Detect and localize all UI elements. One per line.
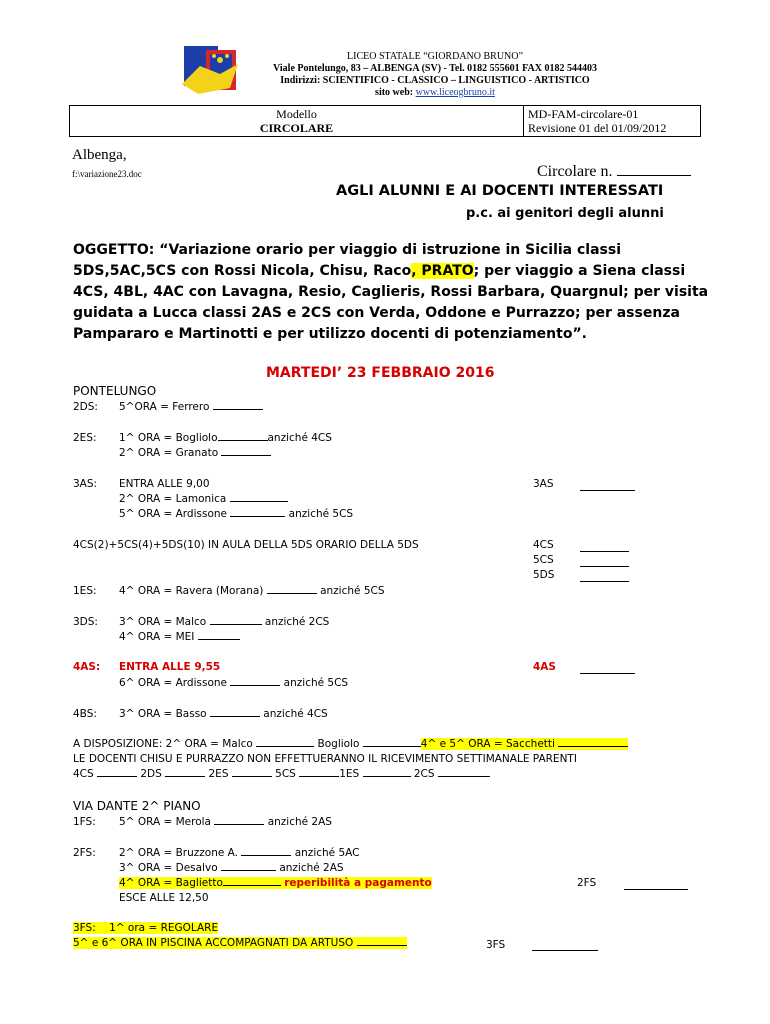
schedule-line [119,585,385,597]
sign-class: 2DS [140,768,162,780]
classes-sign-line [73,768,490,780]
schedule-line [119,493,288,505]
blank-line [198,639,240,640]
class-label: 3FS: [73,922,96,934]
signature-blank [580,490,635,491]
schedule-note: anziché 2AS [267,816,332,828]
blank-line [165,776,205,777]
subject-line: 4CS, 4BL, 4AC con Lavagna, Resio, Caglieris, Rossi Barbara, Quargnul; per visita [73,284,709,300]
schedule-line [119,708,328,720]
teachers-note: LE DOCENTI CHISU E PURRAZZO NON EFFETTUERANNO IL RICEVIMENTO SETTIMANALE PARENTI [73,753,577,765]
school-indirizzi: Indirizzi: SCIENTIFICO - CLASSICO – LINGUISTICO - ARTISTICO [280,75,590,86]
schedule-line [119,447,271,459]
schedule-text: 4^ ORA = MEI [119,631,195,643]
subject-line: Pampararo e Martinotti e per utilizzo docenti di potenziamento”. [73,326,587,342]
sign-class: 5CS [275,768,296,780]
circular-number-blank [617,175,691,176]
circolare-label: CIRCOLARE [259,121,334,135]
signature-blank [580,551,629,552]
schedule-text: 6^ ORA = Ardissone [119,677,227,689]
subject-text: ; per viaggio a Siena classi [473,263,686,279]
revision-label: Revisione 01 del 01/09/2012 [528,121,667,135]
subject-line: guidata a Lucca classi 2AS e 2CS con Verda, Oddone e Purrazzo; per assenza [73,305,680,321]
schedule-note: anziché 2AS [279,862,344,874]
blank-line [97,776,137,777]
model-cell [70,106,524,137]
blank-line [213,409,263,410]
code-cell [524,106,701,137]
schedule-note: anziché 5AC [294,847,360,859]
blank-line [230,501,288,502]
subject-block [73,240,708,345]
class-label: 2FS: [73,847,96,859]
schedule-text: 1^ ora = REGOLARE [109,922,219,934]
blank-line [221,870,276,871]
document-meta-table [69,105,701,137]
blank-line [363,776,411,777]
schedule-text: 4^ ORA = Ravera (Morana) [119,585,264,597]
blank-line [299,776,339,777]
availability-text: A DISPOSIZIONE: 2^ ORA = Malco [73,738,253,750]
class-label-highlight: 4AS: [73,661,101,673]
signature-blank [580,581,629,582]
blank-line [438,776,490,777]
schedule-note-highlight: reperibilità a pagamento [284,877,432,889]
model-label: Modello [276,107,317,121]
schedule-line-highlight [73,922,218,934]
schedule-note: anziché 4CS [267,432,332,444]
schedule-text: 3^ ORA = Malco [119,616,207,628]
schedule-line: ESCE ALLE 12,50 [119,892,209,904]
website-label: sito web: [375,87,414,98]
schedule-line [119,847,359,859]
school-name: LICEO STATALE “GIORDANO BRUNO” [347,51,523,62]
schedule-line [119,401,263,413]
class-label: 1ES: [73,585,97,597]
signature-class: 3AS [533,478,554,490]
availability-text: 4^ e 5^ ORA = Sacchetti [420,738,555,750]
class-label: 3DS: [73,616,98,628]
schedule-text: 2^ ORA = Bruzzone A. [119,847,239,859]
place: Albenga, [72,147,127,163]
signature-class: 3FS [486,939,506,951]
class-label: 2DS: [73,401,98,413]
schedule-line-highlight [73,937,407,949]
section-via-dante: VIA DANTE 2^ PIANO [73,799,201,813]
schedule-text: 5^ ORA = Ardissone [119,508,227,520]
sign-class: 4CS [73,768,94,780]
subject-line [73,261,708,282]
class-label: 2ES: [73,432,97,444]
availability-text: Bogliolo [317,738,360,750]
blank-line [363,746,421,747]
schedule-line: ENTRA ALLE 9,00 [119,478,210,490]
sign-class: 2CS [413,768,435,780]
signature-blank [532,950,598,951]
signature-class-highlight: 4AS [533,661,556,673]
date-heading: MARTEDI’ 23 FEBBRAIO 2016 [266,365,495,381]
signature-class: 5CS [533,554,554,566]
schedule-text: 3^ ORA = Desalvo [119,862,218,874]
document-code: MD-FAM-circolare-01 [528,107,639,121]
blank-line [210,624,262,625]
availability-line [73,738,628,750]
schedule-note: anziché 5CS [288,508,354,520]
blank-line [214,824,264,825]
blank-line [210,716,260,717]
blank-line [221,455,271,456]
signature-class: 5DS [533,569,555,581]
schedule-line [119,677,348,689]
schedule-line [119,631,240,643]
schedule-text: 1^ ORA = Bogliolo [119,432,218,444]
school-website [200,87,670,99]
blank-line [241,855,291,856]
class-label: 1FS: [73,816,96,828]
sign-class: 2ES [208,768,229,780]
signature-class: 4CS [533,539,554,551]
signature-blank [580,673,635,674]
sign-class: 1ES [339,768,360,780]
circular-number [537,163,691,181]
schedule-line-highlight [119,877,432,889]
schedule-text: 2^ ORA = Lamonica [119,493,227,505]
schedule-note: anziché 5CS [320,585,385,597]
class-label: 4BS: [73,708,97,720]
signature-blank [624,889,688,890]
blank-line [232,776,272,777]
blank-line [230,685,280,686]
schedule-text: 5^ORA = Ferrero [119,401,210,413]
schedule-text: 2^ ORA = Granato [119,447,219,459]
blank-line [558,746,628,747]
file-path: f:\variazione23.doc [72,169,142,179]
class-label: 3AS: [73,478,98,490]
blank-line [218,440,268,441]
schedule-text: 5^ e 6^ ORA IN PISCINA ACCOMPAGNATI DA ARTUSO [73,937,354,949]
blank-line [267,593,317,594]
schedule-note: anziché 4CS [263,708,328,720]
circular-number-label: Circolare n. [537,163,613,180]
merged-classes-note: 4CS(2)+5CS(4)+5DS(10) IN AULA DELLA 5DS ORARIO DELLA 5DS [73,539,419,551]
schedule-line [119,816,332,828]
signature-blank [580,566,629,567]
schedule-note: anziché 2CS [264,616,330,628]
section-pontelungo: PONTELUNGO [73,384,157,398]
subject-text: 5DS,5AC,5CS con Rossi Nicola, Chisu, Raco [73,263,412,279]
addressee: AGLI ALUNNI E AI DOCENTI INTERESSATI [336,183,664,199]
schedule-line [119,508,353,520]
schedule-line [119,432,332,444]
schedule-note: anziché 5CS [283,677,349,689]
schedule-line-highlight: ENTRA ALLE 9,55 [119,661,221,673]
signature-class: 2FS [577,877,597,889]
blank-line [357,945,407,946]
availability-highlight [421,738,628,750]
subject-line: OGGETTO: “Variazione orario per viaggio di istruzione in Sicilia classi [73,242,622,258]
blank-line [230,516,285,517]
cc-parents: p.c. ai genitori degli alunni [466,206,664,221]
blank-line [223,885,281,886]
website-link[interactable]: www.liceogbruno.it [415,87,495,98]
schedule-text: 3^ ORA = Basso [119,708,207,720]
schedule-text: 5^ ORA = Merola [119,816,211,828]
blank-line [256,746,314,747]
subject-highlight: , PRATO [411,263,474,279]
school-address: Viale Pontelungo, 83 – ALBENGA (SV) - Tel. 0182 555601 FAX 0182 544403 [273,63,597,74]
schedule-text: 4^ ORA = Baglietto [119,877,223,889]
schedule-line [119,616,329,628]
schedule-line [119,862,344,874]
